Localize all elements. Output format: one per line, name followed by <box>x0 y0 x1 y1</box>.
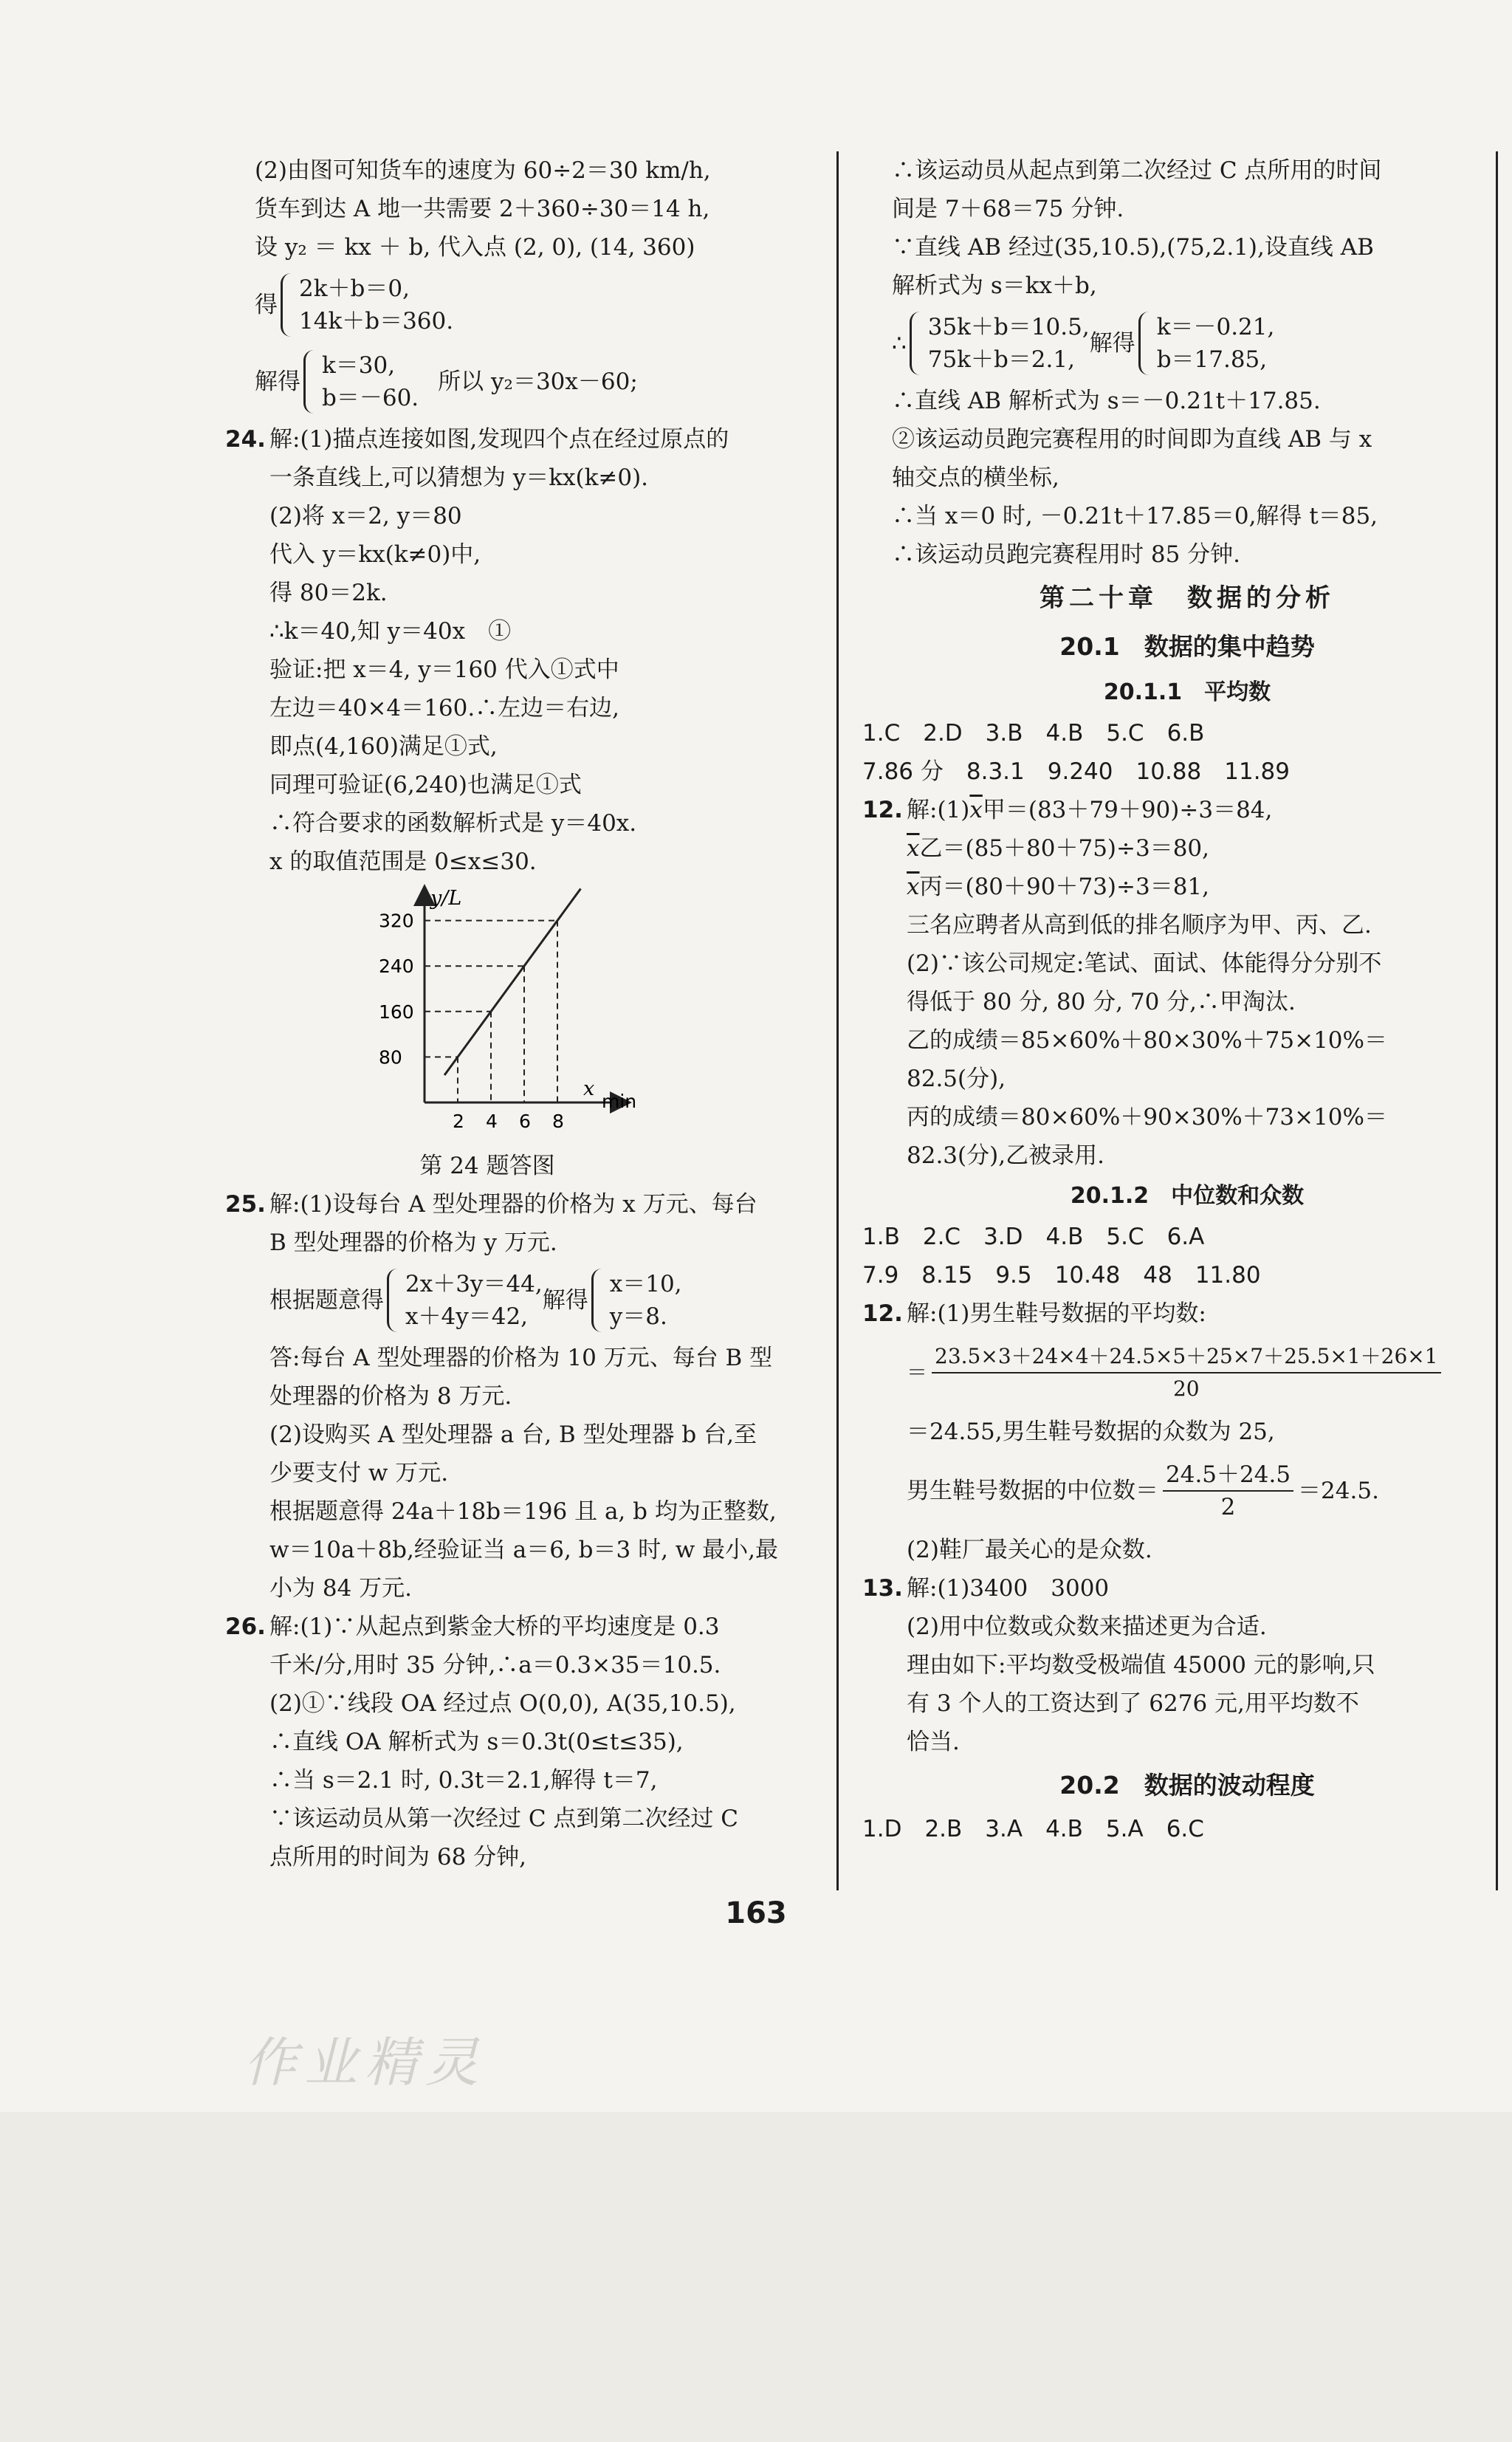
subsection-title: 20.1.1 平均数 <box>1103 679 1271 705</box>
text-line: 轴交点的横坐标, <box>892 464 1059 491</box>
y-axis-label: y/L <box>430 887 462 910</box>
mean-symbol: $\overline{x}$ <box>907 874 920 900</box>
question-25 <box>225 1185 808 1224</box>
text-line: ∴该运动员从起点到第二次经过 C 点所用的时间 <box>892 157 1382 184</box>
answer-graph <box>225 881 808 1147</box>
text-line: 间是 7＋68＝75 分钟. <box>892 196 1124 222</box>
text-line: (2)将 x＝2, y＝80 <box>269 503 462 529</box>
page-number: 163 <box>725 1896 787 1930</box>
text-line: (2)鞋厂最关心的是众数. <box>907 1537 1152 1563</box>
x-axis-label: x <box>583 1077 595 1100</box>
text-line: 左边＝40×4＝160.∴左边＝右边, <box>269 695 620 721</box>
equation-system <box>862 305 1512 382</box>
fraction-equation <box>862 1333 1512 1413</box>
fraction <box>1163 1459 1293 1523</box>
fraction-denominator: 2 <box>1220 1494 1236 1520</box>
brace-icon <box>281 273 293 337</box>
x-tick-label: 4 <box>486 1111 498 1132</box>
equation-system <box>225 1262 808 1339</box>
text-line: 乙的成绩＝85×60%＋80×30%＋75×10%＝ <box>907 1027 1387 1054</box>
text-line: 解:(1)∵从起点到紫金大桥的平均速度是 0.3 <box>269 1613 720 1640</box>
text-label: 解得 <box>255 368 300 395</box>
graph-svg <box>225 881 808 1147</box>
text-line: 少要支付 w 万元. <box>269 1460 449 1486</box>
question-number: 12. <box>862 1300 903 1327</box>
equation: 2x＋3y＝44, <box>405 1271 543 1297</box>
text-label: 解得 <box>542 1287 588 1314</box>
mean-symbol: $\overline{x}$ <box>969 797 983 823</box>
column-divider <box>836 151 839 1890</box>
text-line: 同理可验证(6,240)也满足①式 <box>269 772 582 798</box>
question-number: 13. <box>862 1575 903 1602</box>
text-line: 解:(1)3400 3000 <box>907 1575 1110 1602</box>
text-line: w＝10a＋8b,经验证当 a＝6, b＝3 时, w 最小,最 <box>269 1537 779 1563</box>
text-line: (2)设购买 A 型处理器 a 台, B 型处理器 b 台,至 <box>269 1421 757 1448</box>
text-line: 根据题意得 24a＋18b＝196 且 a, b 均为正整数, <box>269 1498 777 1525</box>
text-line: 货车到达 A 地一共需要 2＋360÷30＝14 h, <box>255 196 710 222</box>
fraction-denominator: 20 <box>1172 1376 1200 1401</box>
equation: y＝8. <box>609 1303 667 1330</box>
text-label: ∴ <box>892 330 907 357</box>
equation: 2k＋b＝0, <box>299 275 410 302</box>
brace-icon <box>1138 312 1151 375</box>
question-12 <box>862 791 1512 829</box>
equation-system <box>225 343 808 420</box>
answer-line: 1.C 2.D 3.B 4.B 5.C 6.B <box>862 720 1205 747</box>
x-tick-label: 6 <box>519 1111 531 1132</box>
y-tick-label: 320 <box>379 910 414 932</box>
watermark: 作业精灵 <box>244 2031 487 2093</box>
section-title: 20.2 数据的波动程度 <box>1059 1771 1315 1800</box>
x-tick-label: 8 <box>552 1111 564 1132</box>
x-unit-label: min <box>602 1091 637 1112</box>
graph-marks <box>379 888 581 1132</box>
equation: x＝10, <box>609 1271 682 1297</box>
equation: b＝17.85, <box>1156 346 1268 373</box>
subsection-title: 20.1.2 中位数和众数 <box>1070 1183 1305 1209</box>
equation: b＝－60. <box>322 385 419 411</box>
text-line: ∴当 s＝2.1 时, 0.3t＝2.1,解得 t＝7, <box>269 1767 658 1794</box>
text-line: 点所用的时间为 68 分钟, <box>269 1844 527 1870</box>
text-line: 设 y₂ ＝ kx ＋ b, 代入点 (2, 0), (14, 360) <box>255 234 695 261</box>
text-label: 乙＝(85＋80＋75)÷3＝80, <box>919 835 1210 862</box>
text-line: ∴当 x＝0 时, －0.21t＋17.85＝0,解得 t＝85, <box>892 503 1378 529</box>
y-tick-label: 80 <box>379 1046 402 1069</box>
question-number: 24. <box>225 426 266 453</box>
text-line: ∴该运动员跑完赛程用时 85 分钟. <box>892 541 1241 568</box>
text-line <box>862 868 1512 906</box>
text-line: 解:(1)男生鞋号数据的平均数: <box>907 1300 1206 1327</box>
x-tick-label: 2 <box>453 1111 464 1132</box>
text-line: 丙的成绩＝80×60%＋90×30%＋73×10%＝ <box>907 1104 1387 1131</box>
text-label: 根据题意得 <box>269 1287 384 1314</box>
text-label: 所以 y₂＝30x－60; <box>438 368 638 395</box>
question-number: 25. <box>225 1191 266 1218</box>
text-line: 解析式为 s＝kx＋b, <box>892 272 1097 299</box>
text-line: 解:(1)设每台 A 型处理器的价格为 x 万元、每台 <box>269 1191 757 1218</box>
fraction <box>932 1341 1441 1405</box>
answer-line: 1.D 2.B 3.A 4.B 5.A 6.C <box>862 1816 1204 1842</box>
text-line: 解:(1)描点连接如图,发现四个点在经过原点的 <box>269 426 729 453</box>
text-line: ＝24.55,男生鞋号数据的众数为 25, <box>907 1419 1275 1445</box>
equation: 14k＋b＝360. <box>299 308 454 335</box>
text-label: 解得 <box>1089 330 1135 357</box>
text-line: (2)∵该公司规定:笔试、面试、体能得分分别不 <box>907 950 1382 977</box>
equation: x＋4y＝42, <box>405 1303 529 1330</box>
right-column <box>862 151 1512 1848</box>
text-line: ∵直线 AB 经过(35,10.5),(75,2.1),设直线 AB <box>892 234 1374 261</box>
text-line: 得 80＝2k. <box>269 580 388 606</box>
text-line: ∴k＝40,知 y＝40x ① <box>269 618 512 645</box>
brace-icon <box>303 350 316 414</box>
text-line: 一条直线上,可以猜想为 y＝kx(k≠0). <box>269 464 649 491</box>
text-line: 82.5(分), <box>907 1066 1006 1092</box>
text-label: 解:(1) <box>907 797 970 823</box>
equation: 75k＋b＝2.1, <box>927 346 1075 373</box>
brace-icon <box>387 1269 399 1332</box>
question-number: 12. <box>862 797 903 823</box>
fraction-numerator: 24.5＋24.5 <box>1163 1459 1293 1492</box>
y-tick-label: 160 <box>379 1001 414 1023</box>
question-12b <box>862 1294 1512 1333</box>
equation-system <box>225 267 808 343</box>
brace-icon <box>591 1269 604 1332</box>
equation: k＝30, <box>322 352 396 379</box>
text-line: ∴直线 OA 解析式为 s＝0.3t(0≤t≤35), <box>269 1729 684 1755</box>
text-line: 三名应聘者从高到低的排名顺序为甲、丙、乙. <box>907 912 1372 939</box>
text-line: 处理器的价格为 8 万元. <box>269 1383 512 1410</box>
text-label: 得 <box>255 292 278 318</box>
text-label: 男生鞋号数据的中位数＝ <box>907 1478 1158 1504</box>
function-line <box>444 888 581 1075</box>
text-line: x 的取值范围是 0≤x≤30. <box>269 848 537 875</box>
brace-icon <box>910 312 922 375</box>
equation: 35k＋b＝10.5, <box>927 314 1090 340</box>
graph-caption: 第 24 题答图 <box>419 1153 555 1179</box>
text-line: 有 3 个人的工资达到了 6276 元,用平均数不 <box>907 1690 1359 1717</box>
text-line: 千米/分,用时 35 分钟,∴a＝0.3×35＝10.5. <box>269 1652 721 1678</box>
text-line: (2)由图可知货车的速度为 60÷2＝30 km/h, <box>255 157 711 184</box>
text-line: (2)①∵线段 OA 经过点 O(0,0), A(35,10.5), <box>269 1690 736 1717</box>
text-line: ∴直线 AB 解析式为 s＝－0.21t＋17.85. <box>892 388 1321 414</box>
question-24 <box>225 420 808 459</box>
text-line: ②该运动员跑完赛程用的时间即为直线 AB 与 x <box>892 426 1372 453</box>
scan-margin <box>0 2112 1512 2442</box>
equals-sign: ＝ <box>907 1360 928 1385</box>
text-line: 理由如下:平均数受极端值 45000 元的影响,只 <box>907 1652 1375 1678</box>
question-26 <box>225 1608 808 1646</box>
fraction-equation <box>862 1451 1512 1531</box>
text-line: 答:每台 A 型处理器的价格为 10 万元、每台 B 型 <box>269 1345 773 1371</box>
text-line: 代入 y＝kx(k≠0)中, <box>269 541 481 568</box>
text-line: 得低于 80 分, 80 分, 70 分,∴甲淘汰. <box>907 989 1296 1015</box>
answer-line: 1.B 2.C 3.D 4.B 5.C 6.A <box>862 1224 1205 1250</box>
text-line: 恰当. <box>907 1729 960 1755</box>
y-tick-label: 240 <box>379 956 414 978</box>
text-line: (2)用中位数或众数来描述更为合适. <box>907 1613 1267 1640</box>
text-line: ∴符合要求的函数解析式是 y＝40x. <box>269 810 637 837</box>
text-line: ∵该运动员从第一次经过 C 点到第二次经过 C <box>269 1805 738 1832</box>
text-label: ＝24.5. <box>1298 1478 1379 1504</box>
text-line: 小为 84 万元. <box>269 1575 413 1602</box>
fraction-numerator: 23.5×3＋24×4＋24.5×5＋25×7＋25.5×1＋26×1 <box>932 1341 1441 1373</box>
text-line: 82.3(分),乙被录用. <box>907 1142 1104 1169</box>
text-line: 即点(4,160)满足①式, <box>269 733 498 760</box>
text-line <box>862 829 1512 868</box>
text-line: B 型处理器的价格为 y 万元. <box>269 1229 557 1256</box>
equation: k＝－0.21, <box>1156 314 1275 340</box>
section-title: 20.1 数据的集中趋势 <box>1059 632 1315 661</box>
answer-line: 7.86 分 8.3.1 9.240 10.88 11.89 <box>862 758 1290 785</box>
text-label: 甲＝(83＋79＋90)÷3＝84, <box>982 797 1273 823</box>
answer-line: 7.9 8.15 9.5 10.48 48 11.80 <box>862 1262 1261 1289</box>
question-number: 26. <box>225 1613 266 1640</box>
left-column <box>225 151 808 1876</box>
text-label: 丙＝(80＋90＋73)÷3＝81, <box>919 874 1210 900</box>
question-13 <box>862 1569 1512 1608</box>
text-line: 验证:把 x＝4, y＝160 代入①式中 <box>269 656 619 683</box>
mean-symbol: $\overline{x}$ <box>907 835 920 862</box>
chapter-title: 第二十章 数据的分析 <box>1040 583 1335 613</box>
